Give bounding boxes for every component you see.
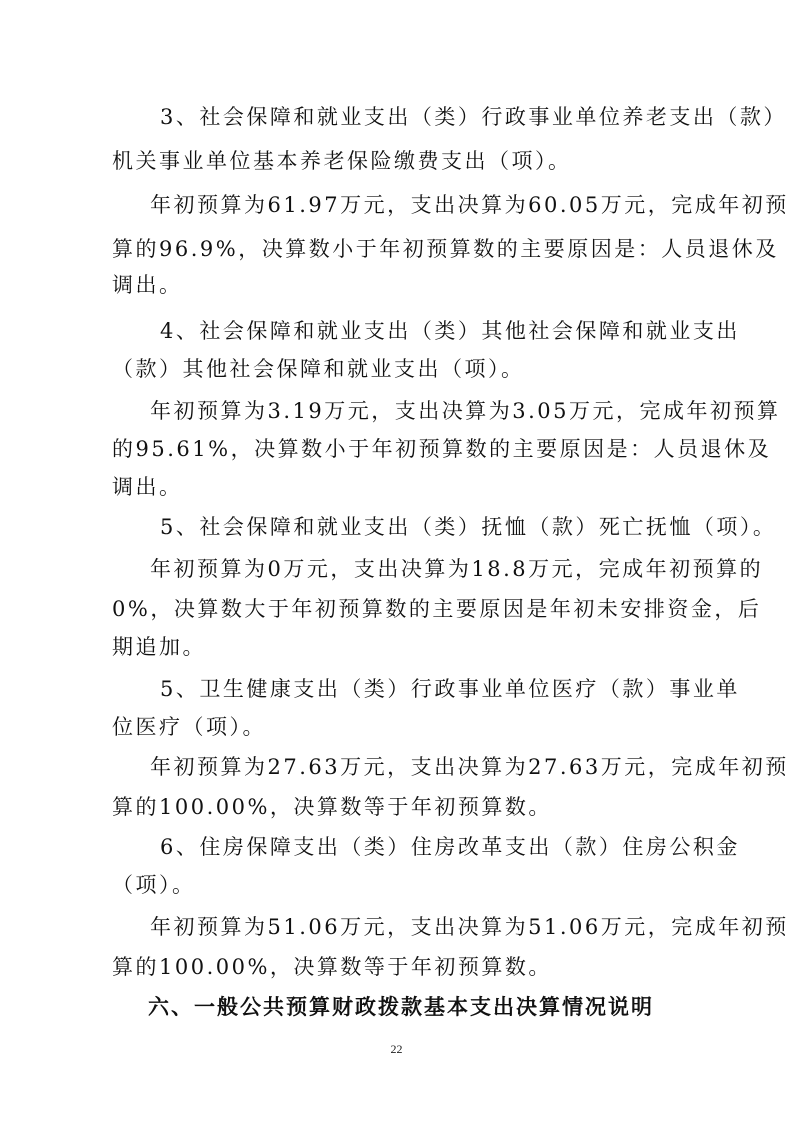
item-5b-title-line-1: 5、卫生健康支出（类）行政事业单位医疗（款）事业单 <box>160 677 740 701</box>
item-5b-title-line-2: 位医疗（项）。 <box>112 715 266 739</box>
item-5b-body-line-1: 年初预算为27.63万元，支出决算为27.63万元，完成年初预 <box>150 755 789 779</box>
item-5a-title: 5、社会保障和就业支出（类）抚恤（款）死亡抚恤（项）。 <box>160 515 777 539</box>
item-6-title-line-1: 6、住房保障支出（类）住房改革支出（款）住房公积金 <box>160 835 740 859</box>
page-number: 22 <box>390 1042 403 1056</box>
item-4-title-line-1: 4、社会保障和就业支出（类）其他社会保障和就业支出 <box>160 319 740 343</box>
item-5a-body-line-2: 0%，决算数大于年初预算数的主要原因是年初未安排资金，后 <box>112 597 762 621</box>
item-6-title-line-2: （项）。 <box>112 873 196 897</box>
item-4-body-line-1: 年初预算为3.19万元，支出决算为3.05万元，完成年初预算 <box>150 399 781 423</box>
item-3-title-line-2: 机关事业单位基本养老保险缴费支出（项）。 <box>112 149 572 173</box>
item-5b-body-line-2: 算的100.00%，决算数等于年初预算数。 <box>112 795 552 819</box>
item-5a-body-line-1: 年初预算为0万元，支出决算为18.8万元，完成年初预算的 <box>150 557 764 581</box>
item-6-body-line-2: 算的100.00%，决算数等于年初预算数。 <box>112 955 552 979</box>
item-3-body-line-3: 调出。 <box>112 273 183 297</box>
item-6-body-line-1: 年初预算为51.06万元，支出决算为51.06万元，完成年初预 <box>150 915 789 939</box>
item-4-title-line-2: （款）其他社会保障和就业支出（项）。 <box>112 357 525 381</box>
item-3-body-line-2: 算的96.9%，决算数小于年初预算数的主要原因是：人员退休及 <box>112 237 779 261</box>
item-3-body-line-1: 年初预算为61.97万元，支出决算为60.05万元，完成年初预 <box>150 193 789 217</box>
item-4-body-line-2: 的95.61%，决算数小于年初预算数的主要原因是：人员退休及 <box>112 437 772 461</box>
item-4-body-line-3: 调出。 <box>112 475 183 499</box>
item-3-title-line-1: 3、社会保障和就业支出（类）行政事业单位养老支出（款） <box>160 105 787 129</box>
item-5a-body-line-3: 期追加。 <box>112 635 206 659</box>
section-heading: 六、一般公共预算财政拨款基本支出决算情况说明 <box>148 995 654 1019</box>
